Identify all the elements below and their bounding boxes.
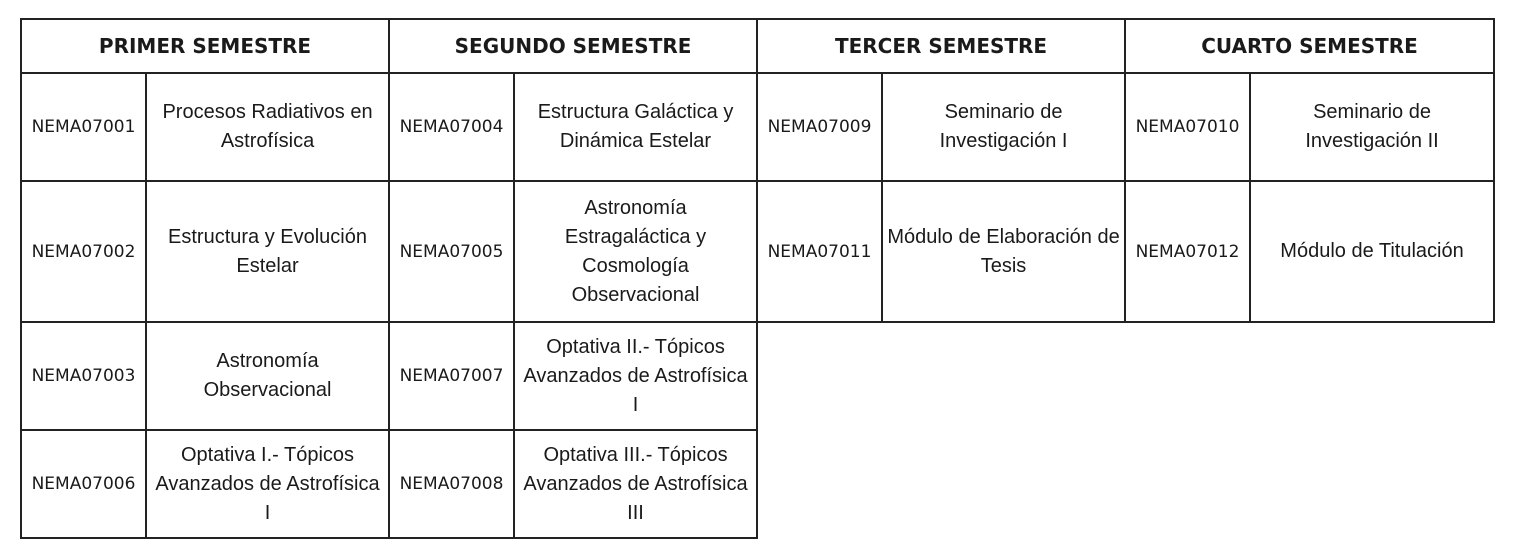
course-code: NEMA07008 bbox=[389, 430, 514, 538]
empty-cell bbox=[1250, 322, 1494, 430]
course-row bbox=[21, 430, 1494, 538]
course-code: NEMA07010 bbox=[1125, 73, 1250, 181]
course-name: Módulo de Titulación bbox=[1250, 181, 1494, 322]
course-name: Astronomía Observacional bbox=[146, 322, 389, 430]
empty-cell bbox=[882, 430, 1125, 538]
semester-header-4: CUARTO SEMESTRE bbox=[1125, 19, 1494, 73]
course-code: NEMA07001 bbox=[21, 73, 146, 181]
empty-cell bbox=[1125, 430, 1250, 538]
empty-cell bbox=[882, 322, 1125, 430]
course-row bbox=[21, 73, 1494, 181]
empty-cell bbox=[757, 430, 882, 538]
empty-cell bbox=[757, 322, 882, 430]
course-name: Optativa II.- Tópicos Avanzados de Astrofísica I bbox=[514, 322, 757, 430]
course-row bbox=[21, 322, 1494, 430]
course-code: NEMA07011 bbox=[757, 181, 882, 322]
course-name: Seminario de Investigación I bbox=[882, 73, 1125, 181]
semester-header-2: SEGUNDO SEMESTRE bbox=[389, 19, 757, 73]
course-name: Estructura Galáctica y Dinámica Estelar bbox=[514, 73, 757, 181]
course-name: Seminario de Investigación II bbox=[1250, 73, 1494, 181]
curriculum-table bbox=[20, 18, 1495, 539]
empty-cell bbox=[1125, 322, 1250, 430]
course-code: NEMA07006 bbox=[21, 430, 146, 538]
course-code: NEMA07007 bbox=[389, 322, 514, 430]
course-name: Optativa III.- Tópicos Avanzados de Astrofísica III bbox=[514, 430, 757, 538]
course-code: NEMA07009 bbox=[757, 73, 882, 181]
course-code: NEMA07003 bbox=[21, 322, 146, 430]
course-name: Procesos Radiativos en Astrofísica bbox=[146, 73, 389, 181]
semester-header-row bbox=[21, 19, 1494, 73]
course-name: Optativa I.- Tópicos Avanzados de Astrofísica I bbox=[146, 430, 389, 538]
course-code: NEMA07002 bbox=[21, 181, 146, 322]
course-name: Estructura y Evolución Estelar bbox=[146, 181, 389, 322]
semester-header-3: TERCER SEMESTRE bbox=[757, 19, 1125, 73]
course-code: NEMA07004 bbox=[389, 73, 514, 181]
course-name: Astronomía Estragaláctica y Cosmología Observacional bbox=[514, 181, 757, 322]
course-code: NEMA07005 bbox=[389, 181, 514, 322]
course-code: NEMA07012 bbox=[1125, 181, 1250, 322]
semester-header-1: PRIMER SEMESTRE bbox=[21, 19, 389, 73]
course-row bbox=[21, 181, 1494, 322]
course-name: Módulo de Elaboración de Tesis bbox=[882, 181, 1125, 322]
empty-cell bbox=[1250, 430, 1494, 538]
